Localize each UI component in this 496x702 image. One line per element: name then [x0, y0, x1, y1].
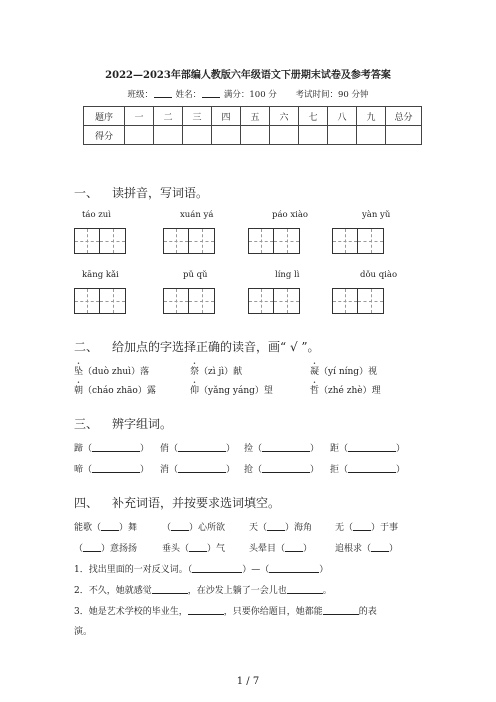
score-table-header — [84, 107, 422, 126]
answer-blank[interactable] — [267, 522, 285, 531]
section-text: 辨字组词。 — [112, 417, 173, 431]
word-item: 距（ ） — [330, 444, 406, 454]
answer-blank[interactable] — [178, 464, 226, 473]
pronunciation-item — [310, 380, 381, 396]
char: 拒 — [330, 465, 340, 475]
question-2: 2．不久，她就感觉 ，在沙发上躺了一会儿也 。 — [74, 586, 332, 596]
pronunciation-options[interactable]: （zhé zhè）理 — [319, 386, 381, 396]
section-2-title — [74, 338, 320, 355]
header-cell: 总分 — [386, 107, 422, 126]
idiom-item: 能歌（ ）舞 — [74, 523, 138, 533]
answer-blank[interactable] — [287, 585, 323, 594]
header-cell: 六 — [270, 107, 299, 126]
word-item: 捡（ ） — [244, 444, 320, 454]
page-title: 2022—2023年部编人教版六年级语文下册期末试卷及参考答案 — [105, 70, 391, 81]
name-blank[interactable] — [202, 89, 220, 98]
idiom-item: 头晕目（ ） — [249, 544, 313, 554]
pronunciation-options[interactable]: （yí níng）视 — [319, 367, 378, 377]
writing-box[interactable] — [248, 288, 274, 314]
word-item: 消（ ） — [160, 465, 236, 475]
page-number: 1 / 7 — [236, 676, 260, 687]
pinyin: páo xiào — [272, 210, 309, 220]
writing-box[interactable] — [332, 288, 358, 314]
answer-blank[interactable] — [171, 522, 189, 531]
answer-blank[interactable] — [262, 443, 310, 452]
score-cell[interactable] — [212, 126, 241, 145]
writing-box[interactable] — [358, 288, 384, 314]
score-table — [83, 106, 422, 145]
section-3-title — [74, 415, 172, 432]
answer-blank[interactable] — [269, 564, 319, 573]
section-text: 给加点的字选择正确的读音，画“ √ ”。 — [112, 340, 320, 354]
section-number: 一、 — [74, 186, 99, 200]
name-label: 姓名： — [175, 90, 202, 100]
row-label: 得分 — [84, 126, 125, 145]
question-1: 1．找出里面的一对反义词。（ ）—（ ） — [74, 565, 329, 575]
answer-blank[interactable] — [178, 443, 226, 452]
char: 抢 — [244, 465, 254, 475]
answer-blank[interactable] — [285, 543, 303, 552]
word-item: 蹄（ ） — [74, 444, 150, 454]
char: 蹄 — [74, 444, 84, 454]
header-cell: 八 — [328, 107, 357, 126]
section-number: 二、 — [74, 340, 99, 354]
dotted-char: 坠 — [74, 367, 84, 377]
class-label: 班级： — [127, 90, 153, 100]
answer-blank[interactable] — [101, 522, 119, 531]
pronunciation-options[interactable]: （yǎng yáng）望 — [199, 386, 273, 396]
question-3-cont: 演。 — [74, 627, 93, 637]
header-cell: 三 — [183, 107, 212, 126]
writing-box[interactable] — [332, 228, 358, 254]
answer-blank[interactable] — [92, 443, 140, 452]
pronunciation-options[interactable]: （cháo zhāo）露 — [83, 386, 156, 396]
header-cell: 七 — [299, 107, 328, 126]
char: 距 — [330, 444, 340, 454]
writing-box[interactable] — [163, 228, 189, 254]
writing-box-group — [248, 288, 300, 314]
pinyin: dǒu qiào — [360, 270, 398, 280]
exam-time: 考试时间：90 分钟 — [295, 90, 369, 100]
answer-blank[interactable] — [353, 522, 371, 531]
score-cell[interactable] — [241, 126, 270, 145]
answer-blank[interactable] — [83, 543, 101, 552]
pronunciation-options[interactable]: （zì jì）献 — [199, 367, 243, 377]
answer-blank[interactable] — [152, 585, 188, 594]
writing-box-group — [163, 228, 215, 254]
dotted-char: 哲 — [310, 386, 320, 396]
pronunciation-item — [190, 361, 242, 377]
exam-info — [0, 88, 496, 100]
section-text: 读拼音，写词语。 — [112, 186, 209, 200]
dotted-char: 凝 — [310, 367, 320, 377]
answer-blank[interactable] — [189, 543, 207, 552]
idiom-item: 天（ ）海角 — [249, 523, 313, 533]
dotted-char: 祭 — [190, 367, 200, 377]
score-table-row — [84, 126, 422, 145]
answer-blank[interactable] — [348, 443, 396, 452]
idiom-item: （ ）心所欲 — [162, 523, 226, 533]
char: 啼 — [74, 465, 84, 475]
section-4-title — [74, 494, 280, 511]
header-cell: 二 — [154, 107, 183, 126]
writing-box[interactable] — [189, 288, 215, 314]
writing-box[interactable] — [189, 228, 215, 254]
section-number: 三、 — [74, 417, 99, 431]
idiom-item: （ ）意扬扬 — [74, 544, 138, 554]
pinyin: kāng kǎi — [82, 270, 119, 280]
score-cell[interactable] — [386, 126, 422, 145]
pinyin: táo zuì — [82, 210, 111, 220]
writing-box-group — [248, 228, 300, 254]
answer-blank[interactable] — [188, 606, 224, 615]
idiom-item: 垂头（ ）气 — [162, 544, 226, 554]
writing-box-group — [332, 288, 384, 314]
char: 俏 — [160, 444, 170, 454]
pronunciation-item — [74, 380, 156, 396]
section-text: 补充词语，并按要求选词填空。 — [112, 496, 281, 510]
section-1-title — [74, 184, 208, 201]
writing-box[interactable] — [163, 288, 189, 314]
score-cell[interactable] — [154, 126, 183, 145]
writing-box[interactable] — [274, 288, 300, 314]
pronunciation-item — [190, 380, 273, 396]
writing-box[interactable] — [100, 228, 126, 254]
answer-blank[interactable] — [323, 606, 359, 615]
pronunciation-item — [74, 361, 149, 377]
dotted-char: 仰 — [190, 386, 200, 396]
answer-blank[interactable] — [262, 464, 310, 473]
answer-blank[interactable] — [192, 564, 242, 573]
header-cell: 一 — [125, 107, 154, 126]
idiom-item: 追根求（ ） — [335, 544, 399, 554]
header-cell: 四 — [212, 107, 241, 126]
header-cell: 五 — [241, 107, 270, 126]
pinyin: xuán yá — [180, 210, 214, 220]
pronunciation-item — [310, 361, 377, 377]
pinyin: yàn yǔ — [362, 210, 391, 220]
score-cell[interactable] — [125, 126, 154, 145]
writing-box[interactable] — [100, 288, 126, 314]
writing-box-group — [332, 228, 384, 254]
pronunciation-options[interactable]: （duò zhuì）落 — [83, 367, 150, 377]
idiom-item: 无（ ）于事 — [335, 523, 399, 533]
dotted-char: 朝 — [74, 386, 84, 396]
score-cell[interactable] — [299, 126, 328, 145]
pinyin: líng lì — [275, 270, 300, 280]
writing-box-group — [163, 288, 215, 314]
word-item: 俏（ ） — [160, 444, 236, 454]
answer-blank[interactable] — [92, 464, 140, 473]
score-cell[interactable] — [328, 126, 357, 145]
word-item: 啼（ ） — [74, 465, 150, 475]
writing-box[interactable] — [358, 228, 384, 254]
class-blank[interactable] — [154, 89, 172, 98]
score-cell[interactable] — [357, 126, 386, 145]
word-item: 抢（ ） — [244, 465, 320, 475]
section-number: 四、 — [74, 496, 99, 510]
writing-box[interactable] — [74, 228, 100, 254]
writing-box[interactable] — [248, 228, 274, 254]
char: 消 — [160, 465, 170, 475]
full-score: 满分：100 分 — [223, 90, 277, 100]
answer-blank[interactable] — [371, 543, 389, 552]
score-cell[interactable] — [183, 126, 212, 145]
question-3: 3．她是艺术学校的毕业生， ，只要你给题目，她都能 的表 — [74, 607, 377, 617]
writing-box[interactable] — [74, 288, 100, 314]
pinyin: pǔ qǔ — [183, 270, 208, 280]
score-cell[interactable] — [270, 126, 299, 145]
char: 捡 — [244, 444, 254, 454]
writing-box-group — [74, 288, 126, 314]
header-cell: 九 — [357, 107, 386, 126]
writing-box[interactable] — [274, 228, 300, 254]
answer-blank[interactable] — [348, 464, 396, 473]
writing-box-group — [74, 228, 126, 254]
header-cell: 题序 — [84, 107, 125, 126]
word-item: 拒（ ） — [330, 465, 406, 475]
